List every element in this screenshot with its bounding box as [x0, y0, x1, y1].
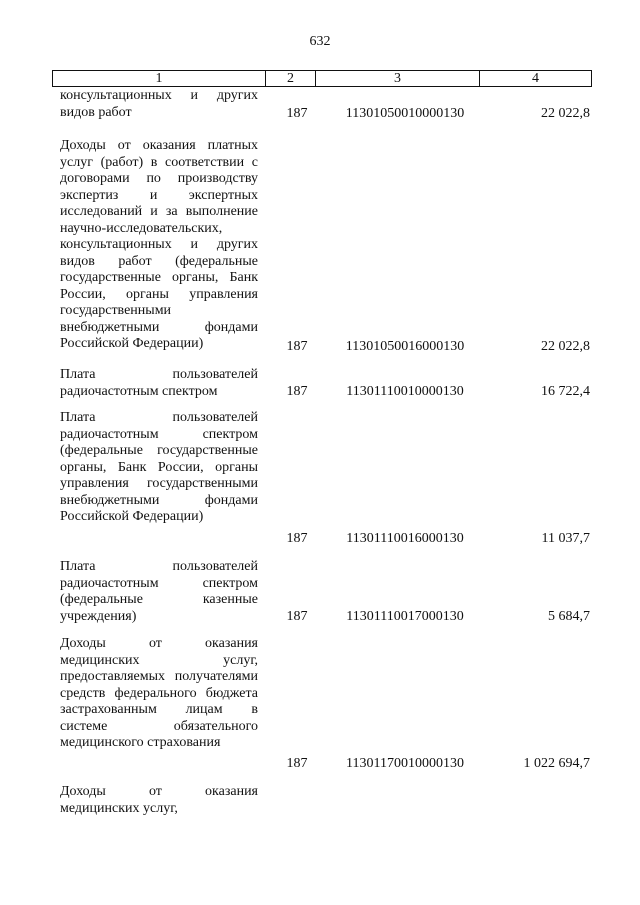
row-code: 187: [286, 609, 308, 624]
row-amount: 5 684,7: [548, 609, 590, 624]
header-col-3: 3: [316, 71, 480, 86]
row-code: 187: [286, 531, 308, 546]
row-classifier-code: 11301110010000130: [346, 384, 464, 399]
row-description: Плата пользователей радиочастотным спектром (федеральные государственные органы, Банк России, органы управления государственными внебюджетными фондами Российской Федерации): [60, 410, 258, 524]
row-description: Доходы от оказания платных услуг (работ) в соответствии с договорами по производству экспертиз и экспертных исследований и за выполнение научно-исследовательских, консультационных и других видов работ (федеральные государственные органы, Банк России, органы управления государственными внебюджетными фондами Российской Федерации): [60, 138, 258, 351]
row-amount: 11 037,7: [541, 531, 590, 546]
row-description: консультационных и других видов работ: [60, 88, 258, 120]
row-amount: 22 022,8: [541, 339, 590, 354]
row-classifier-code: 11301170010000130: [346, 756, 464, 771]
row-description: Плата пользователей радиочастотным спектром: [60, 367, 258, 399]
row-amount: 1 022 694,7: [523, 756, 590, 771]
row-amount: 22 022,8: [541, 106, 590, 121]
row-description: Доходы от оказания медицинских услуг, предоставляемых получателями средств федерального бюджета застрахованным лицам в системе обязательного медицинского страхования: [60, 636, 258, 750]
row-description: Плата пользователей радиочастотным спектром (федеральные казенные учреждения): [60, 559, 258, 624]
row-classifier-code: 11301110017000130: [346, 609, 464, 624]
row-code: 187: [286, 756, 308, 771]
row-code: 187: [286, 384, 308, 399]
row-classifier-code: 11301110016000130: [346, 531, 464, 546]
table-header: [52, 70, 592, 87]
row-classifier-code: 11301050010000130: [345, 106, 465, 121]
header-col-1: 1: [53, 71, 266, 86]
row-classifier-code: 11301050016000130: [345, 339, 465, 354]
header-col-2: 2: [266, 71, 316, 86]
row-description: Доходы от оказания медицинских услуг,: [60, 784, 258, 816]
row-code: 187: [286, 106, 308, 121]
row-code: 187: [286, 339, 308, 354]
page-number: 632: [309, 34, 331, 49]
row-amount: 16 722,4: [541, 384, 590, 399]
header-col-4: 4: [532, 71, 539, 86]
